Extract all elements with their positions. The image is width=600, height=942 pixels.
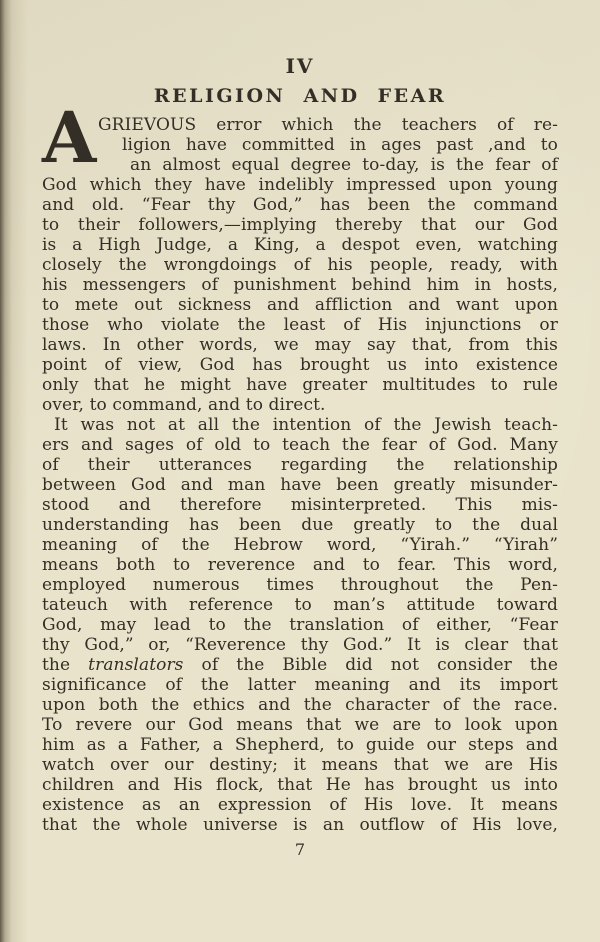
text-line: that the whole universe is an outflow of His love, [42,815,558,835]
text-line: thy God,” or, “Reverence thy God.” It is clear that [42,635,558,655]
text-line: ligion have committed in ages past ,and to [122,135,558,155]
text-line: to mete out sickness and affliction and want upon [42,295,558,315]
chapter-title: RELIGION AND FEAR [153,85,447,107]
text-line: is a High Judge, a King, a despot even, watching [42,235,558,255]
text-line: to their followers,—implying thereby that our God [42,215,558,235]
text-line: existence as an expression of His love. It means [42,795,558,815]
text-line: God, may lead to the translation of either, “Fear [42,615,558,635]
text-line: meaning of the Hebrow word, “Yirah.” “Yirah” [42,535,558,555]
text-line: employed numerous times throughout the Pen- [42,575,558,595]
text-line: his messengers of punishment behind him in hosts, [42,275,558,295]
text-line: significance of the latter meaning and its import [42,675,558,695]
text-line: laws. In other words, we may say that, from this [42,335,558,355]
text-line: God which they have indelibly impressed upon young [42,175,558,195]
text-line: GRIEVOUS error which the teachers of re- [98,115,558,135]
text-line: means both to reverence and to fear. This word, [42,555,558,575]
text-line: only that he might have greater multitudes to rule [42,375,558,395]
text-line: ers and sages of old to teach the fear of God. Many [42,435,558,455]
text-line: those who violate the least of His injunctions or [42,315,558,335]
page-number: 7 [294,840,306,859]
text-line: upon both the ethics and the character of the race. [42,695,558,715]
text-line-with-italic [42,655,558,675]
text-line: children and His flock, that He has brought us into [42,775,558,795]
text-line: tateuch with reference to man’s attitude toward [42,595,558,615]
text-line: understanding has been due greatly to the dual [42,515,558,535]
paragraph-2 [42,415,558,835]
text-line: and old. “Fear thy God,” has been the command [42,195,558,215]
text-line: closely the wrongdoings of his people, ready, with [42,255,558,275]
text-line: over, to command, and to direct. [42,395,326,415]
text-line: between God and man have been greatly misunder- [42,475,558,495]
text-line: of their utterances regarding the relationship [42,455,558,475]
drop-cap: A [42,96,97,179]
italic-word: translators [88,655,184,675]
text-line: watch over our destiny; it means that we are His [42,755,558,775]
text-line: It was not at all the intention of the Jewish teach- [54,415,558,435]
text-line: an almost equal degree to-day, is the fear of [130,155,558,175]
chapter-number: IV [285,54,315,78]
text-line: To revere our God means that we are to look upon [42,715,558,735]
text-segment: the [42,655,89,675]
text-line: point of view, God has brought us into existence [42,355,558,375]
page-gutter-shadow [0,0,30,942]
text-line: stood and therefore misinterpreted. This mis- [42,495,558,515]
text-segment: of the Bible did not consider the [183,655,558,675]
text-line: him as a Father, a Shepherd, to guide our steps and [42,735,558,755]
